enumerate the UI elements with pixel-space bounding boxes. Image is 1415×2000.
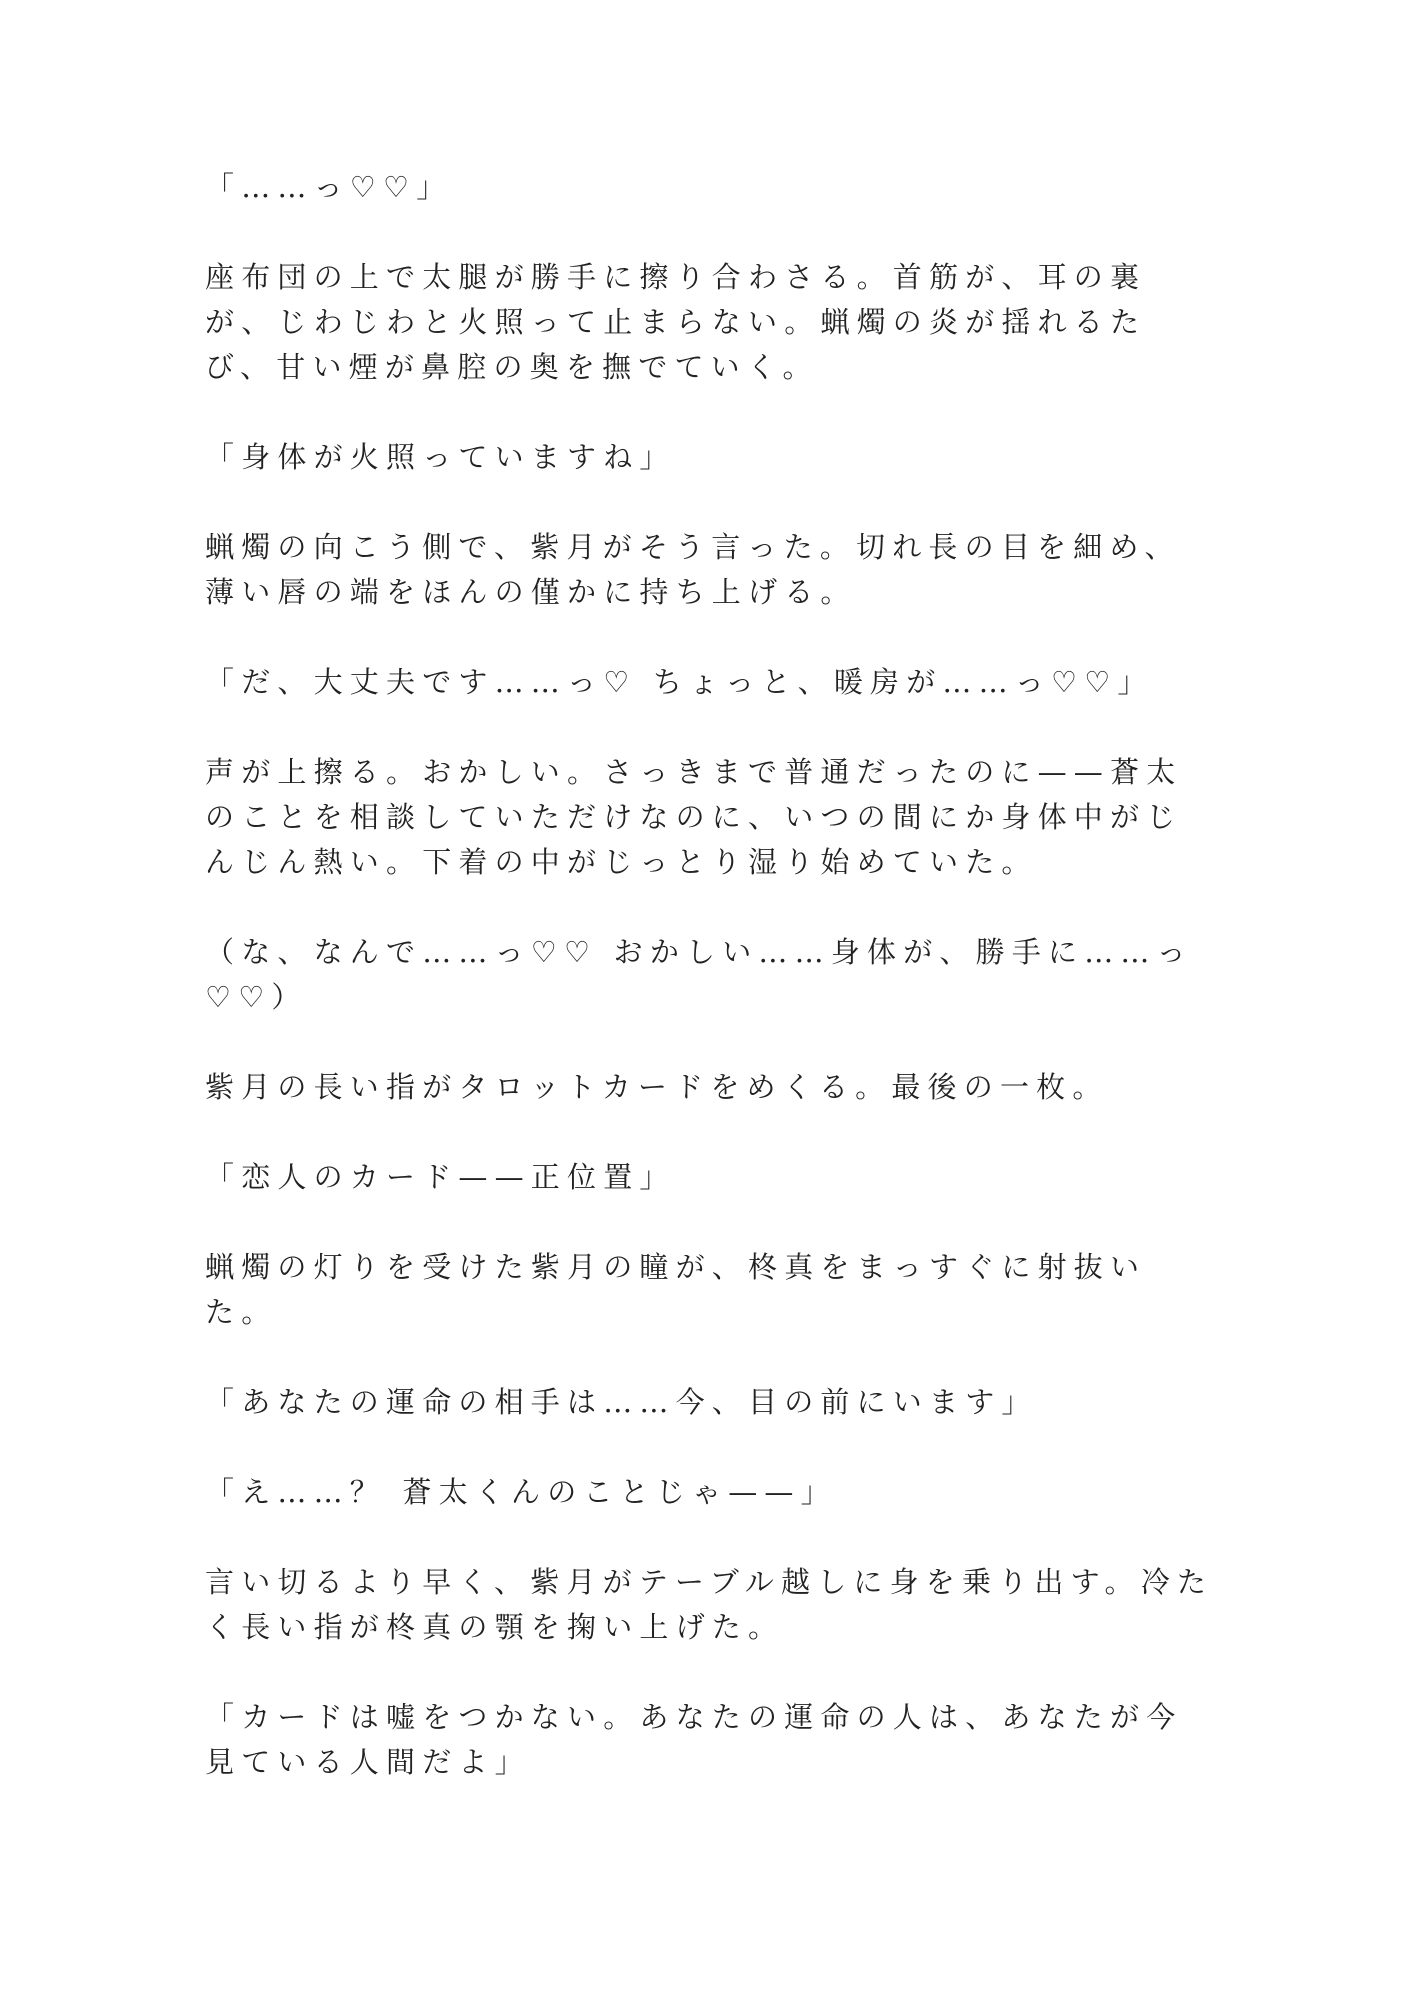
paragraph: 「あなたの運命の相手は……今、目の前にいます」 (205, 1385, 1038, 1419)
paragraph: 言い切るより早く、紫月がテーブル越しに身を乗り出す。冷たく長い指が柊真の顎を掬い上げた。 (205, 1565, 1214, 1644)
body-text (205, 165, 1215, 1830)
paragraph: 蝋燭の向こう側で、紫月がそう言った。切れ長の目を細め、薄い唇の端をほんの僅かに持ち上げる。 (205, 530, 1181, 609)
paragraph: 声が上擦る。おかしい。さっきまで普通だったのに——蒼太のことを相談していただけなのに、いつの間にか身体中がじんじん熱い。下着の中がじっとり湿り始めていた。 (205, 755, 1183, 879)
paragraph: 「カードは嘘をつかない。あなたの運命の人は、あなたが今見ている人間だよ」 (205, 1700, 1183, 1779)
paragraph: 「身体が火照っていますね」 (205, 440, 676, 474)
paragraph: 「恋人のカード——正位置」 (205, 1160, 676, 1194)
paragraph: 「え……？ 蒼太くんのことじゃ——」 (205, 1475, 837, 1509)
paragraph: （な、なんで……っ♡♡ おかしい……身体が、勝手に……っ♡♡） (205, 935, 1193, 1014)
paragraph: 蝋燭の灯りを受けた紫月の瞳が、柊真をまっすぐに射抜いた。 (205, 1250, 1147, 1329)
paragraph: 座布団の上で太腿が勝手に擦り合わさる。首筋が、耳の裏が、じわじわと火照って止まらない。蝋燭の炎が揺れるたび、甘い煙が鼻腔の奥を撫でていく。 (205, 260, 1147, 384)
paragraph: 「だ、大丈夫です……っ♡ ちょっと、暖房が……っ♡♡」 (205, 665, 1154, 699)
paragraph: 紫月の長い指がタロットカードをめくる。最後の一枚。 (205, 1070, 1109, 1104)
paragraph: 「……っ♡♡」 (205, 170, 453, 204)
